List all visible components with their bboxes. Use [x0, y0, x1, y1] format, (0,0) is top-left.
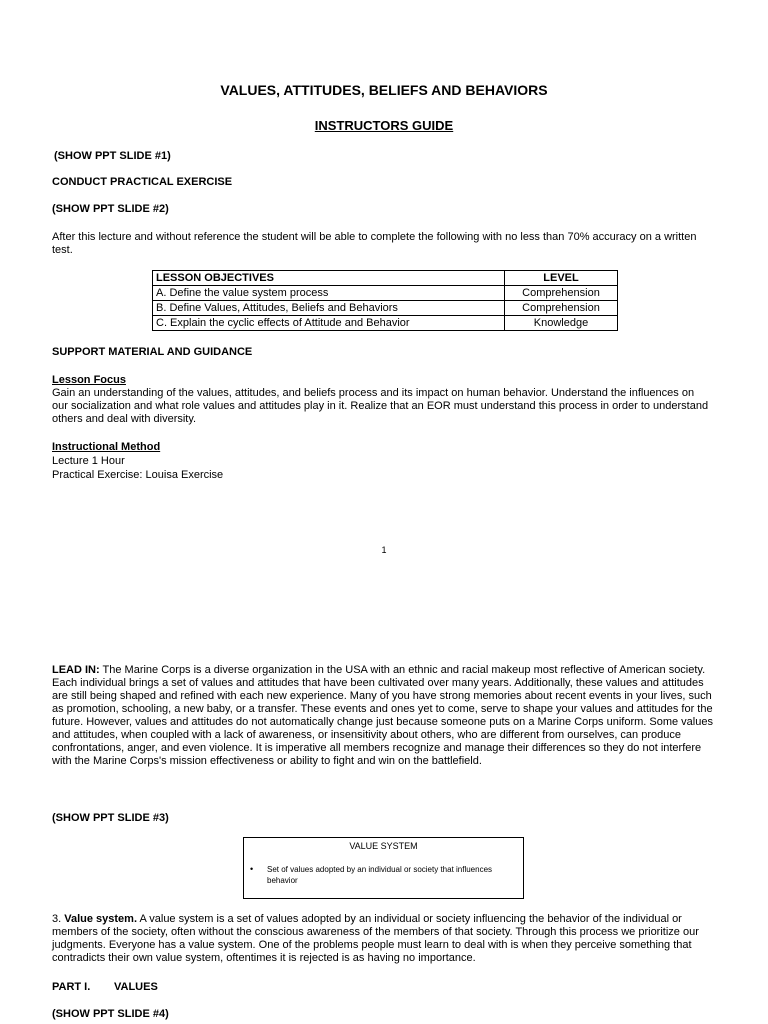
instructional-method-heading: Instructional Method	[52, 441, 161, 453]
slide-box-title: VALUE SYSTEM	[349, 841, 418, 851]
slide-preview-box	[243, 837, 524, 899]
table-row	[153, 316, 618, 331]
slide-cue-1: (SHOW PPT SLIDE #1)	[54, 150, 171, 162]
level-header: LEVEL	[505, 271, 618, 286]
section-number: 3.	[52, 913, 65, 925]
objective-cell: A. Define the value system process	[153, 286, 505, 301]
slide-cue-2: (SHOW PPT SLIDE #2)	[52, 203, 169, 215]
value-system-paragraph	[52, 913, 714, 965]
page-number: 1	[381, 545, 387, 555]
method-line-1: Lecture 1 Hour	[52, 455, 125, 467]
lead-in-paragraph	[52, 664, 714, 768]
objective-cell: B. Define Values, Attitudes, Beliefs and Behaviors	[153, 301, 505, 316]
slide-cue-3: (SHOW PPT SLIDE #3)	[52, 812, 169, 824]
level-cell: Knowledge	[505, 316, 618, 331]
objectives-header: LESSON OBJECTIVES	[153, 271, 505, 286]
lead-in-label: LEAD IN:	[52, 664, 100, 676]
slide-cue-4: (SHOW PPT SLIDE #4)	[52, 1008, 169, 1020]
table-row	[153, 301, 618, 316]
slide-box-text: Set of values adopted by an individual or society that influences behavior	[267, 865, 493, 885]
lead-in-text: The Marine Corps is a diverse organization in the USA with an ethnic and racial makeup most reflective of American society. Each individual brings a set of values and attitudes that have been cultivated over many years. Additionally, these values and attitudes are still being shaped and refined with each new experience. Many of you have strong memories about recent events in your lives, such as promotion, schooling, a new baby, or a transfer. These events and ones yet to come, serve to shape your values and attitudes for the future. However, values and attitudes do not automatically change just because someone puts on a Marine Corps uniform. Some values and attitudes, when coupled with a lack of awareness, or insensitivity about others, who are different from ourselves, can produce confrontations, anger, and even violence. It is imperative all members recognize and manage their differences so they do not interfere with the Marine Corps's mission effectiveness or ability to fight and win on the battlefield.	[52, 664, 713, 767]
support-heading: SUPPORT MATERIAL AND GUIDANCE	[52, 346, 253, 358]
part-title: VALUES	[114, 981, 158, 993]
table-row	[153, 286, 618, 301]
value-system-label: Value system.	[64, 913, 138, 925]
conduct-heading: CONDUCT PRACTICAL EXERCISE	[52, 176, 233, 188]
intro-paragraph: After this lecture and without reference the student will be able to complete the following with no less than 70% accuracy on a written test.	[52, 231, 697, 256]
value-system-text: A value system is a set of values adopted by an individual or society influencing the behavior of the individual or members of the society, often without the conscious awareness of the members of that society. Through this process we prioritize our judgments. Everyone has a value system. One of the problems people must learn to deal with is when they perceive something that contradicts their own value system, oftentimes it is rejected is as having no importance.	[52, 913, 699, 964]
method-line-2: Practical Exercise: Louisa Exercise	[52, 469, 224, 481]
page-subtitle: INSTRUCTORS GUIDE	[314, 118, 454, 133]
lesson-focus-heading: Lesson Focus	[52, 374, 126, 386]
objectives-table	[152, 270, 618, 331]
table-header-row	[153, 271, 618, 286]
objective-cell: C. Explain the cyclic effects of Attitude and Behavior	[153, 316, 505, 331]
level-cell: Comprehension	[505, 286, 618, 301]
page-title: VALUES, ATTITUDES, BELIEFS AND BEHAVIORS	[220, 82, 548, 98]
bullet-icon: •	[250, 864, 254, 874]
part-label: PART I.	[52, 981, 91, 993]
level-cell: Comprehension	[505, 301, 618, 316]
lesson-focus-text: Gain an understanding of the values, attitudes, and beliefs process and its impact on human behavior. Understand the influences on our socialization and what role values and attitudes play in it. Realize that an EOR must understand this process in order to understand others and deal with diversity.	[52, 387, 709, 425]
